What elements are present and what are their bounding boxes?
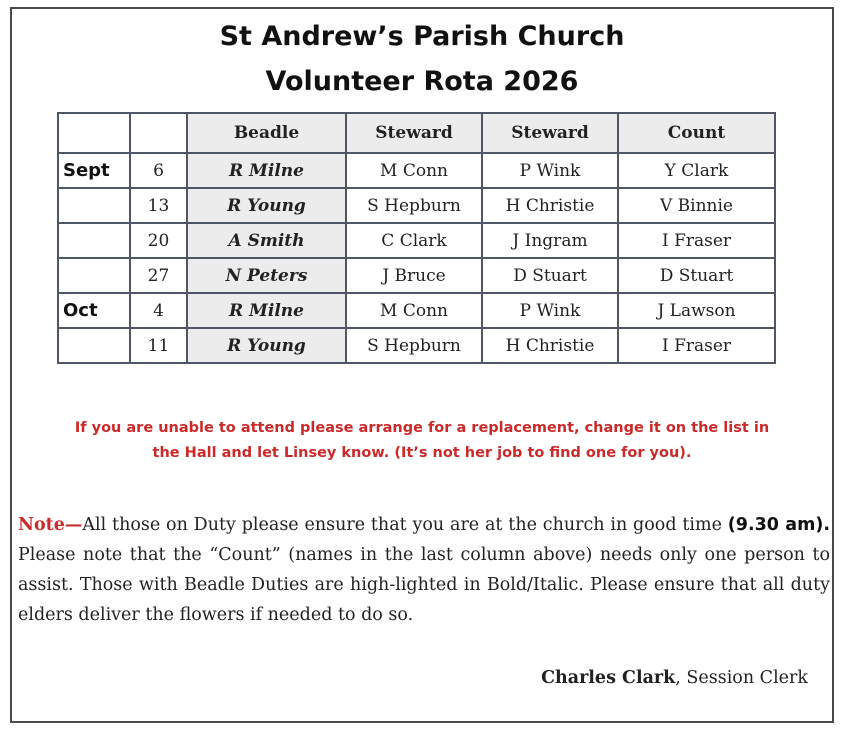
duty-note: [18, 510, 830, 630]
steward-1-cell: M Conn: [346, 293, 482, 328]
beadle-cell: R Milne: [187, 153, 346, 188]
month-cell: [58, 328, 130, 363]
month-cell: [58, 223, 130, 258]
day-cell: 11: [130, 328, 187, 363]
table-row: [58, 153, 775, 188]
count-cell: I Fraser: [618, 328, 775, 363]
month-cell: Sept: [58, 153, 130, 188]
warning-line-2: the Hall and let Linsey know. (It’s not her job to find one for you).: [152, 445, 692, 461]
count-cell: V Binnie: [618, 188, 775, 223]
steward-1-cell: C Clark: [346, 223, 482, 258]
count-cell: D Stuart: [618, 258, 775, 293]
count-cell: J Lawson: [618, 293, 775, 328]
column-header-beadle: Beadle: [187, 113, 346, 153]
column-header-month: [58, 113, 130, 153]
column-header-steward-1: Steward: [346, 113, 482, 153]
table-row: [58, 223, 775, 258]
steward-1-cell: S Hepburn: [346, 328, 482, 363]
note-text-start: All those on Duty please ensure that you are at the church in good time: [82, 515, 728, 535]
column-header-steward-2: Steward: [482, 113, 618, 153]
month-cell: [58, 258, 130, 293]
note-label: Note—: [18, 515, 83, 535]
note-text-end: Please note that the “Count” (names in the last column above) needs only one person to assist. Those with Beadle Duties are high-lighted in Bold/Italic. Please ensure that all duty elders deliver the flowers if needed to do so.: [18, 545, 830, 625]
beadle-cell: N Peters: [187, 258, 346, 293]
table-row: [58, 328, 775, 363]
page-title: St Andrew’s Parish Church: [219, 21, 625, 52]
table-row: [58, 293, 775, 328]
rota-table: [57, 112, 776, 364]
table-row: [58, 258, 775, 293]
steward-2-cell: P Wink: [482, 153, 618, 188]
column-header-count: Count: [618, 113, 775, 153]
table-row: [58, 188, 775, 223]
beadle-cell: R Milne: [187, 293, 346, 328]
count-cell: I Fraser: [618, 223, 775, 258]
day-cell: 27: [130, 258, 187, 293]
warning-line-1: If you are unable to attend please arrange for a replacement, change it on the list in: [74, 420, 770, 436]
beadle-cell: R Young: [187, 328, 346, 363]
beadle-cell: R Young: [187, 188, 346, 223]
steward-1-cell: S Hepburn: [346, 188, 482, 223]
page-subtitle: Volunteer Rota 2026: [265, 66, 579, 97]
beadle-cell: A Smith: [187, 223, 346, 258]
table-header-row: [58, 113, 775, 153]
steward-2-cell: P Wink: [482, 293, 618, 328]
signature-name: Charles Clark: [541, 668, 676, 688]
month-cell: Oct: [58, 293, 130, 328]
day-cell: 13: [130, 188, 187, 223]
steward-2-cell: H Christie: [482, 328, 618, 363]
day-cell: 4: [130, 293, 187, 328]
steward-2-cell: J Ingram: [482, 223, 618, 258]
note-time: (9.30 am).: [727, 515, 831, 535]
count-cell: Y Clark: [618, 153, 775, 188]
month-cell: [58, 188, 130, 223]
signature: [541, 668, 808, 688]
steward-1-cell: M Conn: [346, 153, 482, 188]
signature-role: , Session Clerk: [675, 668, 808, 688]
steward-1-cell: J Bruce: [346, 258, 482, 293]
replacement-warning: [18, 416, 826, 466]
column-header-day: [130, 113, 187, 153]
steward-2-cell: D Stuart: [482, 258, 618, 293]
steward-2-cell: H Christie: [482, 188, 618, 223]
day-cell: 6: [130, 153, 187, 188]
day-cell: 20: [130, 223, 187, 258]
